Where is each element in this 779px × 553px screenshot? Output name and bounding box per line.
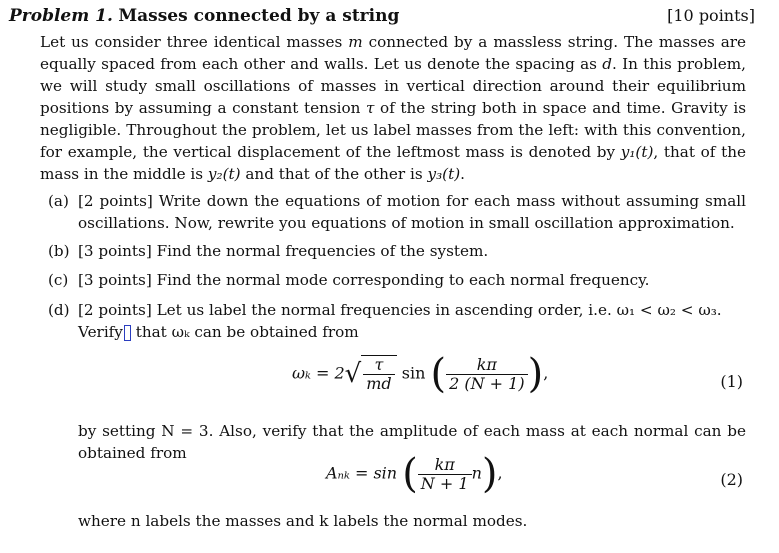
intro-text-7: . — [460, 165, 465, 183]
math-y1: y₁(t) — [620, 143, 654, 161]
eq1-lhs: ωₖ = 2 — [292, 363, 345, 383]
math-tau: τ — [366, 99, 375, 117]
eq2-comma: , — [497, 463, 503, 483]
left-paren-icon: ( — [402, 451, 418, 497]
intro-text-3: . In this problem, we will study small oscillations of masses in vertical direction around their equilibrium positions by assuming a constant tension — [40, 55, 746, 117]
intro-text-6: and that of the other is — [240, 165, 428, 183]
subquestion-text: [3 points] Find the normal frequencies of the system. — [78, 242, 489, 260]
right-paren-icon: ) — [481, 451, 498, 497]
eq1-function: sin — [401, 363, 426, 383]
math-y2: y₂(t) — [207, 165, 241, 183]
closing-sentence: where n labels the masses and k labels the normal modes. — [78, 512, 528, 530]
subquestion-marker: (a) — [48, 192, 69, 210]
problem-title: Masses connected by a string — [118, 6, 400, 26]
eq1-sqrt — [361, 355, 396, 393]
eq2-arg-n: n — [471, 463, 482, 483]
subquestion-text: [3 points] Find the normal mode corresponding to each normal frequency. — [78, 271, 650, 289]
text-cursor — [124, 325, 131, 341]
subquestion-marker: (d) — [48, 301, 70, 319]
subquestion-text: [2 points] Write down the equations of motion for each mass without assuming small oscillations. Now, rewrite you equations of motion in small oscillation approximation. — [78, 192, 746, 232]
subquestion-d-line1: [2 points] Let us label the normal frequencies in ascending order, i.e. ω₁ < ω₂ < ω₃. — [78, 301, 722, 319]
eq2-arg-denominator: N + 1 — [420, 473, 469, 493]
math-y3: y₃(t) — [427, 165, 461, 183]
eq1-sqrt-numerator: τ — [363, 356, 394, 375]
subquestion-marker: (b) — [48, 242, 70, 260]
eq2-lhs: Aₙₖ = sin — [326, 463, 398, 483]
intro-text-5: , that of the mass in the middle is — [40, 143, 746, 183]
problem-heading — [9, 6, 761, 32]
eq1-comma: , — [543, 363, 549, 383]
subquestion-marker: (c) — [48, 271, 69, 289]
intro-text-2: connected by a massless string. The masses are equally spaced from each other and walls. Let us denote the spacing as — [40, 33, 746, 73]
equation-2 — [326, 451, 503, 497]
right-paren-icon: ) — [527, 351, 544, 397]
math-m: m — [348, 33, 363, 51]
left-paren-icon: ( — [430, 351, 447, 397]
equation-2-number: (2) — [720, 470, 743, 489]
equation-1 — [292, 351, 549, 397]
intro-text-1: Let us consider three identical masses — [40, 33, 349, 51]
subquestion-d-line2: that ωₖ can be obtained from — [130, 323, 359, 341]
problem-label: Problem 1. — [9, 6, 113, 26]
intro-text-4: of the string both in space and time. Gravity is negligible. Throughout the problem, let us label masses from the left: with this convention, for example, the vertical displacement of the leftmost mass is denoted by — [40, 99, 746, 161]
equation-1-number: (1) — [720, 372, 743, 391]
eq2-arg-numerator: kπ — [418, 456, 472, 475]
math-d: d — [602, 55, 612, 73]
after-equation-1: by setting N = 3. Also, verify that the amplitude of each mass at each normal can be obtained from — [78, 422, 746, 462]
sqrt-sign-icon: √ — [344, 359, 362, 389]
verify-word: Verify — [78, 323, 123, 341]
eq1-arg-denominator: 2 (N + 1) — [449, 373, 525, 393]
eq1-arg-numerator: kπ — [446, 356, 528, 375]
intro-paragraph — [40, 31, 746, 185]
problem-points: [10 points] — [667, 6, 755, 25]
subquestion-text — [78, 299, 746, 343]
eq1-sqrt-denominator: md — [366, 374, 392, 393]
